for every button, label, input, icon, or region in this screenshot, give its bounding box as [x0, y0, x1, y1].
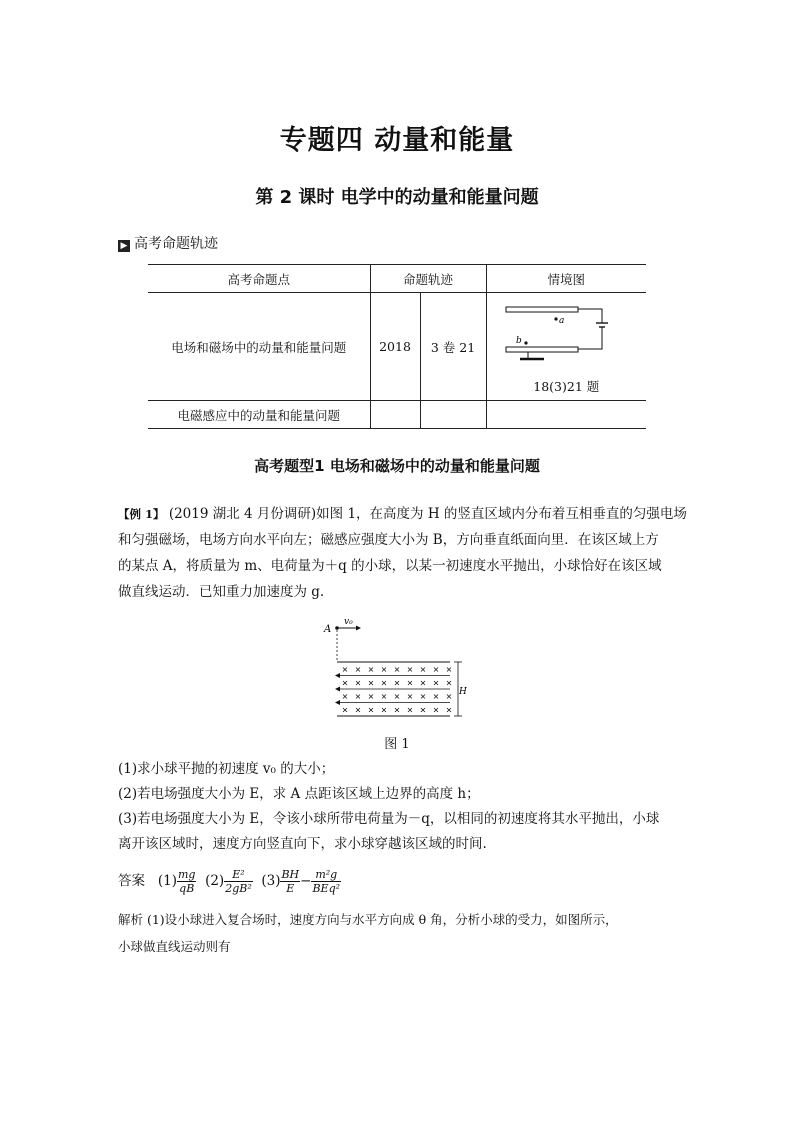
capacitor-circuit-diagram — [496, 299, 636, 369]
table-cell-year — [370, 401, 420, 429]
minus-sign: − — [300, 873, 312, 889]
fraction-denominator: BEq² — [312, 882, 341, 895]
table-row — [148, 401, 646, 429]
answer-part-1: (1) — [157, 873, 177, 889]
magnetic-field-cross: × — [380, 664, 388, 674]
magnetic-field-cross: × — [419, 691, 427, 701]
magnetic-field-cross: × — [419, 664, 427, 674]
table-cell-figure — [486, 401, 646, 429]
magnetic-field-cross: × — [445, 691, 453, 701]
magnetic-field-cross: × — [393, 664, 401, 674]
question-line: (1)求小球平抛的初速度 v₀ 的大小； — [118, 761, 335, 777]
table-cell-paper — [420, 401, 486, 429]
magnetic-field-cross: × — [341, 705, 349, 715]
fraction-numerator: m²g — [311, 868, 341, 882]
example-line-text: (2019 湖北 4 月份调研)如图 1，在高度为 H 的竖直区域内分布着互相垂直的匀强电场 — [168, 506, 687, 522]
magnetic-field-cross: × — [393, 691, 401, 701]
magnetic-field-cross: × — [432, 705, 440, 715]
magnetic-field-cross: × — [406, 705, 414, 715]
magnetic-field-cross: × — [393, 705, 401, 715]
label-A: A — [324, 624, 332, 635]
table-row — [148, 293, 646, 401]
magnetic-field-cross: × — [354, 691, 362, 701]
magnetic-field-cross: × — [367, 705, 375, 715]
questions — [118, 757, 688, 857]
label-H: H — [459, 687, 467, 697]
magnetic-field-cross: × — [432, 691, 440, 701]
table-cell-figure — [486, 293, 646, 401]
example-text — [118, 501, 688, 605]
fraction — [224, 868, 253, 895]
magnetic-field-cross: × — [393, 678, 401, 688]
answer-part-3: (3) — [261, 873, 281, 889]
fraction-denominator: qB — [179, 882, 195, 895]
magnetic-field-cross: × — [354, 664, 362, 674]
example-tag: 【例 1】 — [118, 507, 165, 521]
example-line: 做直线运动．已知重力加速度为 g. — [118, 584, 325, 600]
table-header-row — [148, 265, 646, 293]
answer-part-2: (2) — [205, 873, 225, 889]
magnetic-field-cross: × — [445, 664, 453, 674]
lesson-subtitle: 第 2 课时 电学中的动量和能量问题 — [255, 187, 539, 208]
table-header: 情境图 — [486, 265, 646, 293]
section-label-text: 高考命题轨迹 — [134, 236, 218, 252]
answer-label: 答案 — [118, 873, 145, 889]
play-triangle-icon: ▶ — [118, 240, 130, 252]
example-line — [118, 501, 688, 527]
exam-track-table — [148, 264, 646, 429]
label-a: a — [559, 315, 565, 326]
magnetic-field-cross: × — [341, 664, 349, 674]
magnetic-field-cross: × — [432, 664, 440, 674]
fraction — [280, 868, 300, 895]
magnetic-field-cross: × — [380, 678, 388, 688]
question-type-heading: 高考题型1 电场和磁场中的动量和能量问题 — [254, 457, 540, 475]
magnetic-field-cross: × — [380, 691, 388, 701]
field-arrowhead — [335, 673, 340, 678]
fraction-numerator: BH — [281, 868, 300, 881]
explanation — [118, 906, 678, 960]
fraction-denominator: 2gB² — [225, 882, 252, 895]
magnetic-field-cross: × — [419, 705, 427, 715]
table-cell-paper: 3 卷 21 — [420, 293, 486, 401]
fraction — [311, 868, 341, 895]
fraction-numerator: E² — [224, 868, 253, 882]
page-title: 专题四 动量和能量 — [279, 125, 515, 156]
figure-caption: 18(3)21 题 — [533, 378, 600, 394]
table-header: 高考命题点 — [148, 265, 370, 293]
table-cell-year: 2018 — [370, 293, 420, 401]
answer-block — [118, 868, 341, 908]
label-b: b — [516, 335, 523, 346]
explanation-line: 小球做直线运动则有 — [118, 939, 231, 954]
magnetic-field-cross: × — [406, 678, 414, 688]
magnetic-field-cross: × — [432, 678, 440, 688]
magnetic-field-cross: × — [354, 678, 362, 688]
magnetic-field-cross: × — [367, 691, 375, 701]
magnetic-field-cross: × — [367, 664, 375, 674]
magnetic-field-cross: × — [445, 705, 453, 715]
magnetic-field-cross: × — [419, 678, 427, 688]
magnetic-field-cross: × — [367, 678, 375, 688]
field-region — [335, 662, 452, 716]
explanation-line: 解析 (1)设小球进入复合场时，速度方向与水平方向成 θ 角，分析小球的受力，如图所示， — [118, 912, 618, 927]
fraction-numerator: mg — [178, 868, 196, 881]
question-line: (3)若电场强度大小为 E，令该小球所带电荷量为－q，以相同的初速度将其水平抛出，小球 — [118, 811, 660, 827]
magnetic-field-cross: × — [380, 705, 388, 715]
table-cell-topic: 电磁感应中的动量和能量问题 — [148, 401, 370, 429]
fraction-denominator: E — [286, 882, 295, 895]
example-line: 的某点 A，将质量为 m、电荷量为＋q 的小球，以某一初速度水平抛出，小球恰好在该区域 — [118, 558, 662, 574]
field-arrowhead — [335, 687, 340, 692]
magnetic-field-cross: × — [406, 664, 414, 674]
fraction — [177, 868, 196, 895]
magnetic-field-cross: × — [354, 705, 362, 715]
magnetic-field-cross: × — [341, 678, 349, 688]
magnetic-field-cross: × — [445, 678, 453, 688]
figure-1-diagram — [318, 614, 478, 726]
table-cell-topic: 电场和磁场中的动量和能量问题 — [148, 293, 370, 401]
figure-1-caption: 图 1 — [384, 737, 410, 752]
magnetic-field-cross: × — [341, 691, 349, 701]
question-line: 离开该区域时，速度方向竖直向下，求小球穿越该区域的时间. — [118, 836, 487, 852]
label-v0: v₀ — [344, 617, 353, 627]
magnetic-field-cross: × — [406, 691, 414, 701]
table-header: 命题轨迹 — [370, 265, 486, 293]
section-label — [118, 233, 218, 253]
field-arrowhead — [335, 700, 340, 705]
example-line: 和匀强磁场，电场方向水平向左；磁感应强度大小为 B，方向垂直纸面向里．在该区域上方 — [118, 532, 659, 548]
question-line: (2)若电场强度大小为 E，求 A 点距该区域上边界的高度 h； — [118, 786, 480, 802]
